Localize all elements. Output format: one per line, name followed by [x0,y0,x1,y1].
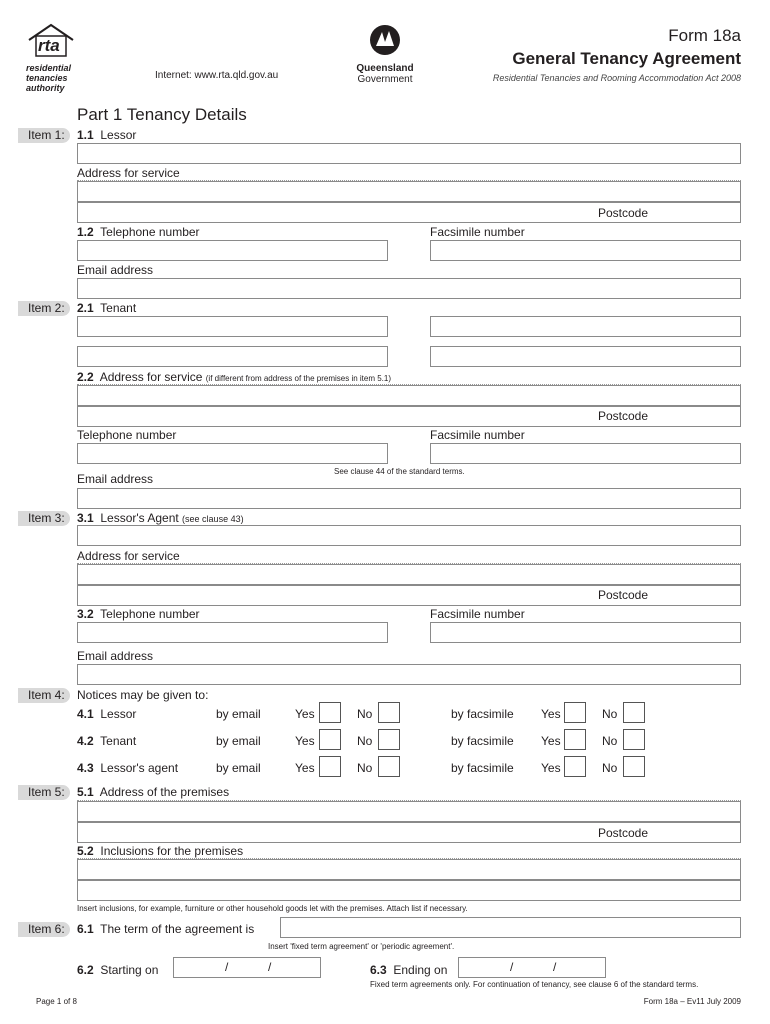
agent-input[interactable] [77,525,741,546]
no-label: No [357,761,373,775]
telephone-text: Telephone number [100,225,200,239]
by-email-label: by email [216,734,261,748]
num-5-2: 5.2 [77,844,94,858]
form-title: General Tenancy Agreement [512,49,741,68]
tenant-clause-note: See clause 44 of the standard terms. [334,467,465,476]
rta-name-line-2: tenancies [26,73,68,83]
notice-row-label [77,761,178,775]
no-label: No [602,707,618,721]
num-2-2: 2.2 [77,370,94,384]
notice-row-who: Lessor [100,707,137,721]
agent-fax-input[interactable] [430,622,741,643]
lessor-telephone-label [77,225,200,239]
gov-line-1: Queensland [356,63,414,74]
tenant-input-2[interactable] [430,316,741,337]
premises-address-label [77,785,229,799]
agent-telephone-label [77,607,200,621]
date-slash: / [553,960,557,974]
email-yes-checkbox[interactable] [319,729,341,750]
agent-text: Lessor's Agent [100,511,179,525]
by-email-label: by email [216,761,261,775]
starting-label [77,963,158,977]
date-slash: / [510,960,514,974]
queensland-crest-icon [352,22,418,60]
fax-yes-checkbox[interactable] [564,756,586,777]
tenant-telephone-input[interactable] [77,443,388,464]
form-number: Form 18a [668,26,741,45]
tenant-address-text: Address for service [99,370,203,384]
fax-yes-checkbox[interactable] [564,729,586,750]
item-3-tag: Item 3: [18,511,70,526]
by-fax-label: by facsimile [451,707,514,721]
act-title: Residential Tenancies and Rooming Accommodation Act 2008 [492,73,741,83]
page-number: Page 1 of 8 [36,997,77,1006]
fax-yes-checkbox[interactable] [564,702,586,723]
lessor-email-input[interactable] [77,278,741,299]
tenant-email-input[interactable] [77,488,741,509]
tenant-postcode-label: Postcode [598,409,649,423]
tenant-fax-label: Facsimile number [430,428,525,442]
item-6-tag: Item 6: [18,922,70,937]
part-title: Part 1 Tenancy Details [77,105,247,124]
fax-no-checkbox[interactable] [623,702,645,723]
email-no-checkbox[interactable] [378,729,400,750]
notice-row-label [77,707,136,721]
agent-telephone-input[interactable] [77,622,388,643]
agent-address-input-1[interactable] [77,564,741,585]
item-5-tag: Item 5: [18,785,70,800]
num-6-3: 6.3 [370,963,387,977]
date-slash: / [225,960,229,974]
agent-telephone-text: Telephone number [100,607,200,621]
ending-label [370,963,447,977]
num-1-2: 1.2 [77,225,94,239]
inclusions-note: Insert inclusions, for example, furniture or other household goods let with the premises. Attach list if necessary. [77,904,468,913]
tenant-address-note: (if different from address of the premises in item 5.1) [205,374,392,383]
lessor-email-label: Email address [77,263,154,277]
notice-row-who: Tenant [100,734,137,748]
num-5-1: 5.1 [77,785,94,799]
yes-label: Yes [541,761,561,775]
rta-logo-text: rta [38,36,60,55]
internet-address: Internet: www.rta.qld.gov.au [155,70,279,81]
premises-address-input-1[interactable] [77,801,741,822]
no-label: No [357,707,373,721]
notice-row-label [77,734,136,748]
num-3-2: 3.2 [77,607,94,621]
yes-label: Yes [295,761,315,775]
by-email-label: by email [216,707,261,721]
ending-text: Ending on [393,963,448,977]
num-1-1: 1.1 [77,128,94,142]
yes-label: Yes [541,734,561,748]
tenant-text: Tenant [100,301,137,315]
inclusions-text: Inclusions for the premises [100,844,244,858]
tenant-address-input-1[interactable] [77,385,741,406]
fax-no-checkbox[interactable] [623,756,645,777]
no-label: No [357,734,373,748]
agent-fax-label: Facsimile number [430,607,525,621]
notice-row-who: Lessor's agent [100,761,179,775]
term-text: The term of the agreement is [100,922,255,936]
email-no-checkbox[interactable] [378,702,400,723]
tenant-telephone-label: Telephone number [77,428,177,442]
lessor-address-label: Address for service [77,166,180,180]
term-label [77,922,254,936]
no-label: No [602,734,618,748]
rta-name [26,63,71,93]
queensland-government-logo [352,22,418,84]
item-4-tag: Item 4: [18,688,70,703]
tenant-input-1[interactable] [77,316,388,337]
no-label: No [602,761,618,775]
fax-no-checkbox[interactable] [623,729,645,750]
by-fax-label: by facsimile [451,734,514,748]
term-note: Insert 'fixed term agreement' or 'periodic agreement'. [268,942,455,951]
num-3-1: 3.1 [77,511,94,525]
num-6-2: 6.2 [77,963,94,977]
notices-intro: Notices may be given to: [77,688,209,702]
email-no-checkbox[interactable] [378,756,400,777]
yes-label: Yes [295,734,315,748]
starting-text: Starting on [100,963,159,977]
inclusions-input-2[interactable] [77,880,741,901]
lessor-fax-input[interactable] [430,240,741,261]
yes-label: Yes [541,707,561,721]
lessor-label [77,128,136,142]
tenant-input-4[interactable] [430,346,741,367]
rta-logo [26,22,76,62]
gov-line-2: Government [357,74,413,85]
inclusions-input-1[interactable] [77,859,741,880]
tenant-input-3[interactable] [77,346,388,367]
item-2-tag: Item 2: [18,301,70,316]
notice-row-num: 4.2 [77,734,94,748]
lessor-telephone-input[interactable] [77,240,388,261]
term-input[interactable] [280,917,741,938]
agent-label [77,511,244,525]
rta-name-line-1: residential [26,63,72,73]
agent-email-input[interactable] [77,664,741,685]
fixed-term-note: Fixed term agreements only. For continuation of tenancy, see clause 6 of the standard terms. [370,980,699,989]
date-slash: / [268,960,272,974]
item-1-tag: Item 1: [18,128,70,143]
tenant-label [77,301,136,315]
inclusions-label [77,844,243,858]
email-yes-checkbox[interactable] [319,756,341,777]
lessor-fax-label: Facsimile number [430,225,525,239]
num-2-1: 2.1 [77,301,94,315]
yes-label: Yes [295,707,315,721]
num-6-1: 6.1 [77,922,94,936]
agent-email-label: Email address [77,649,154,663]
rta-name-line-3: authority [26,83,65,93]
ending-date-input[interactable] [458,957,606,978]
lessor-text: Lessor [100,128,137,142]
lessor-postcode-label: Postcode [598,206,649,220]
tenant-email-label: Email address [77,472,154,486]
starting-date-input[interactable] [173,957,321,978]
lessor-address-input-1[interactable] [77,181,741,202]
email-yes-checkbox[interactable] [319,702,341,723]
notice-row-num: 4.1 [77,707,94,721]
agent-address-label: Address for service [77,549,180,563]
premises-postcode-label: Postcode [598,826,649,840]
agent-note: (see clause 43) [182,514,244,524]
premises-address-text: Address of the premises [99,785,230,799]
notice-row-num: 4.3 [77,761,94,775]
tenant-fax-input[interactable] [430,443,741,464]
form-reference: Form 18a – Ev11 July 2009 [643,997,741,1006]
by-fax-label: by facsimile [451,761,514,775]
tenant-address-label [77,370,391,384]
lessor-input[interactable] [77,143,741,164]
agent-postcode-label: Postcode [598,588,649,602]
